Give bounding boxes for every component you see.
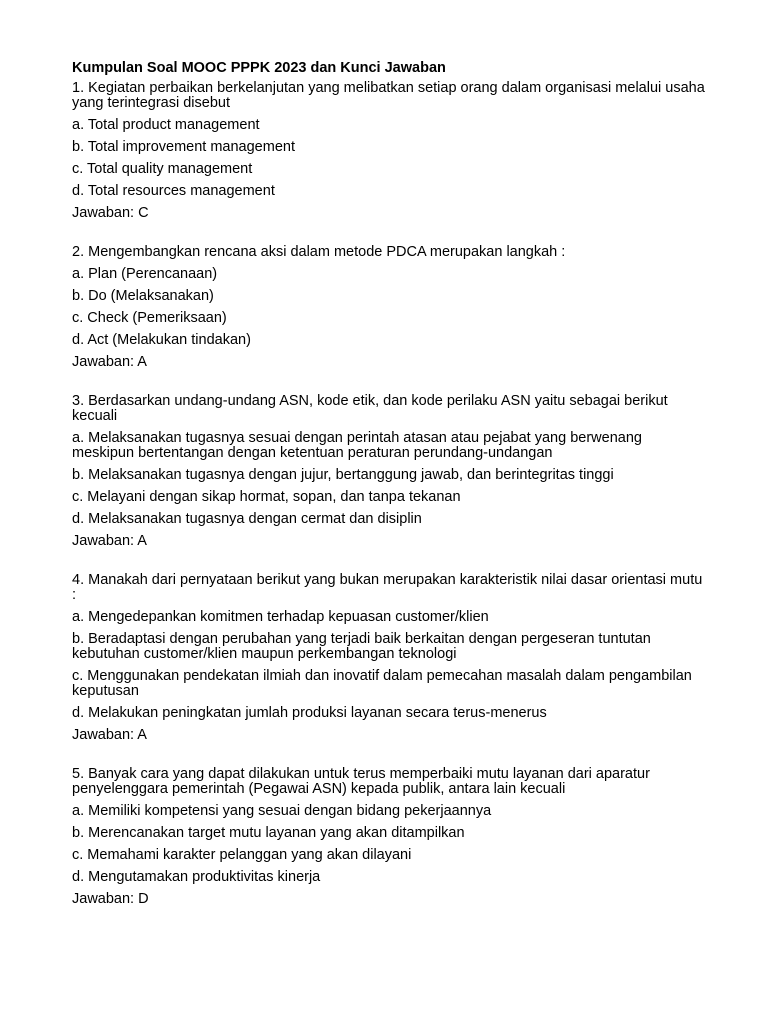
- option-d: d. Melaksanakan tugasnya dengan cermat dan disiplin: [72, 511, 422, 527]
- answer-key: Jawaban: A: [72, 533, 147, 549]
- option-b: b. Do (Melaksanakan): [72, 288, 214, 304]
- answer-key: Jawaban: C: [72, 205, 149, 221]
- question-text: 4. Manakah dari pernyataan berikut yang bukan merupakan karakteristik nilai dasar orientasi mutu :: [72, 572, 703, 603]
- answer-key: Jawaban: A: [72, 354, 147, 370]
- question-2: [72, 245, 708, 370]
- question-1: [72, 81, 708, 221]
- question-5: [72, 767, 708, 907]
- option-a: a. Plan (Perencanaan): [72, 266, 218, 282]
- option-b: b. Melaksanakan tugasnya dengan jujur, bertanggung jawab, dan berintegritas tinggi: [72, 467, 614, 483]
- answer-key: Jawaban: A: [72, 727, 147, 743]
- option-a: a. Memiliki kompetensi yang sesuai dengan bidang pekerjaannya: [72, 803, 492, 819]
- question-text: 5. Banyak cara yang dapat dilakukan untuk terus memperbaiki mutu layanan dari aparatur penyelenggara pemerintah (Pegawai ASN) kepada publik, antara lain kecuali: [72, 766, 650, 797]
- answer-key: Jawaban: D: [72, 891, 149, 907]
- option-d: d. Total resources management: [72, 183, 275, 199]
- option-c: c. Menggunakan pendekatan ilmiah dan inovatif dalam pemecahan masalah dalam pengambilan keputusan: [72, 668, 692, 699]
- option-a: a. Mengedepankan komitmen terhadap kepuasan customer/klien: [72, 609, 489, 625]
- question-text: 3. Berdasarkan undang-undang ASN, kode etik, dan kode perilaku ASN yaitu sebagai berikut kecuali: [72, 393, 668, 424]
- question-text: 2. Mengembangkan rencana aksi dalam metode PDCA merupakan langkah :: [72, 244, 566, 260]
- option-d: d. Melakukan peningkatan jumlah produksi layanan secara terus-menerus: [72, 705, 547, 721]
- option-c: c. Check (Pemeriksaan): [72, 310, 227, 326]
- option-a: a. Melaksanakan tugasnya sesuai dengan perintah atasan atau pejabat yang berwenang meskipun bertentangan dengan ketentuan peraturan perundang-undangan: [72, 430, 642, 461]
- option-d: d. Act (Melakukan tindakan): [72, 332, 251, 348]
- question-text: 1. Kegiatan perbaikan berkelanjutan yang melibatkan setiap orang dalam organisasi melalui usaha yang terintegrasi disebut: [72, 80, 705, 111]
- option-b: b. Total improvement management: [72, 139, 295, 155]
- option-c: c. Melayani dengan sikap hormat, sopan, dan tanpa tekanan: [72, 489, 461, 505]
- option-b: b. Beradaptasi dengan perubahan yang terjadi baik berkaitan dengan pergeseran tuntutan kebutuhan customer/klien maupun perkembangan teknologi: [72, 631, 651, 662]
- option-c: c. Total quality management: [72, 161, 253, 177]
- option-c: c. Memahami karakter pelanggan yang akan dilayani: [72, 847, 412, 863]
- option-d: d. Mengutamakan produktivitas kinerja: [72, 869, 321, 885]
- document-title: Kumpulan Soal MOOC PPPK 2023 dan Kunci Jawaban: [72, 60, 446, 76]
- option-a: a. Total product management: [72, 117, 260, 133]
- option-b: b. Merencanakan target mutu layanan yang akan ditampilkan: [72, 825, 465, 841]
- question-3: [72, 394, 708, 549]
- question-4: [72, 573, 708, 743]
